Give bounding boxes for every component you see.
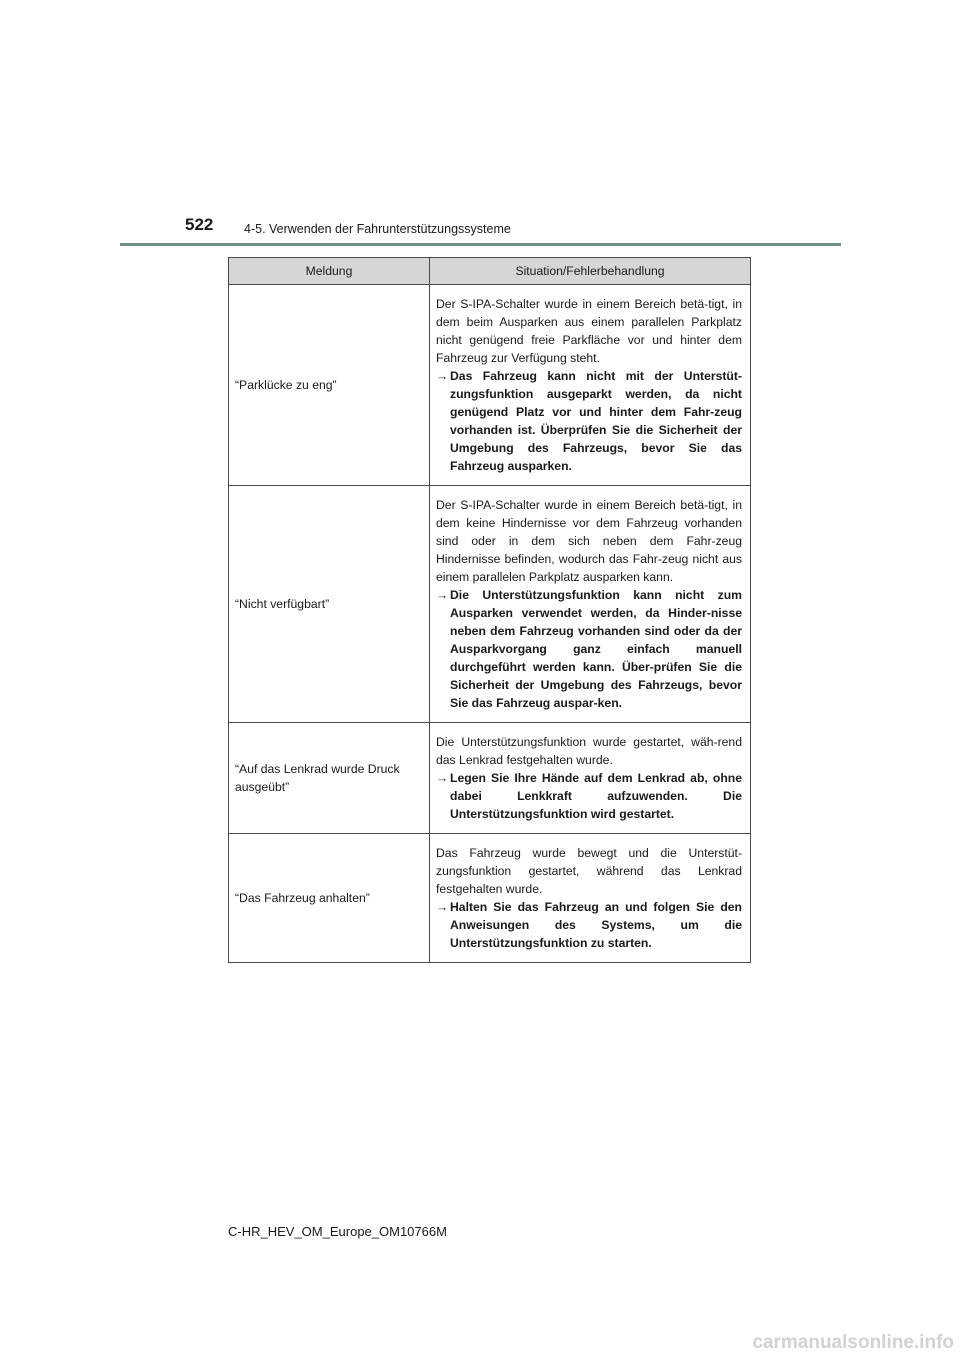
message-cell: “Parklücke zu eng” bbox=[229, 285, 430, 486]
message-cell: “Nicht verfügbart” bbox=[229, 486, 430, 723]
arrow-icon: → bbox=[436, 369, 449, 383]
action-text: Halten Sie das Fahrzeug an und folgen Sie den Anweisungen des Systems, um die Unterstützungsfunktion zu starten. bbox=[450, 900, 742, 950]
situation-cell bbox=[430, 723, 751, 834]
situation-text: Die Unterstützungsfunktion wurde gestartet, wäh-rend das Lenkrad festgehalten wurde. bbox=[436, 735, 742, 767]
action-text: Die Unterstützungsfunktion kann nicht zum Ausparken verwendet werden, da Hinder-nisse neben dem Fahrzeug vorhanden sind oder da der Ausparkvorgang ganz einfach manuell durchgeführt werden kann. Über-prüfen Sie die Sicherheit der Umgebung des Fahrzeugs, bevor Sie das Fahrzeug auspar-ken. bbox=[450, 588, 742, 710]
action-text: Das Fahrzeug kann nicht mit der Unterstüt-zungsfunktion ausgeparkt werden, da nicht genügend Platz vor und hinter dem Fahr-zeug vorhanden ist. Überprüfen Sie die Sicherheit der Umgebung des Fahrzeugs, bevor Sie das Fahrzeug ausparken. bbox=[450, 369, 742, 473]
arrow-icon: → bbox=[436, 588, 449, 602]
situation-cell bbox=[430, 486, 751, 723]
situation-text: Das Fahrzeug wurde bewegt und die Unterstüt-zungsfunktion gestartet, während das Lenkrad festgehalten wurde. bbox=[436, 846, 742, 896]
situation-text: Der S-IPA-Schalter wurde in einem Bereich betä-tigt, in dem beim Ausparken aus einem parallelen Parkplatz nicht genügend freie Parkfläche vor und hinter dem Fahrzeug zur Verfügung steht. bbox=[436, 297, 742, 365]
arrow-icon: → bbox=[436, 771, 449, 785]
action-item bbox=[436, 586, 742, 712]
watermark: carmanualsonline.info bbox=[752, 1332, 954, 1353]
message-cell: “Auf das Lenkrad wurde Druck ausgeübt” bbox=[229, 723, 430, 834]
situation-cell bbox=[430, 834, 751, 963]
section-title: 4-5. Verwenden der Fahrunterstützungssysteme bbox=[244, 222, 511, 236]
table-row bbox=[229, 486, 751, 723]
page-number: 522 bbox=[185, 215, 214, 234]
column-header-situation: Situation/Fehlerbehandlung bbox=[430, 258, 751, 285]
document-code: C-HR_HEV_OM_Europe_OM10766M bbox=[228, 1224, 447, 1239]
message-cell: “Das Fahrzeug anhalten” bbox=[229, 834, 430, 963]
arrow-icon: → bbox=[436, 900, 449, 914]
message-table bbox=[228, 257, 751, 963]
action-item bbox=[436, 367, 742, 475]
action-item bbox=[436, 898, 742, 952]
table-row bbox=[229, 834, 751, 963]
action-text: Legen Sie Ihre Hände auf dem Lenkrad ab, ohne dabei Lenkkraft aufzuwenden. Die Unterstützungsfunktion wird gestartet. bbox=[450, 771, 742, 821]
column-header-meldung: Meldung bbox=[229, 258, 430, 285]
situation-cell bbox=[430, 285, 751, 486]
action-item bbox=[436, 769, 742, 823]
table-header-row bbox=[229, 258, 751, 285]
header-rule bbox=[120, 243, 841, 246]
situation-text: Der S-IPA-Schalter wurde in einem Bereich betä-tigt, in dem keine Hindernisse vor dem Fahrzeug vorhanden sind oder in dem sich neben dem Fahr-zeug Hindernisse befinden, wodurch das Fahr-zeug nicht aus einem parallelen Parkplatz ausparken kann. bbox=[436, 498, 742, 584]
table-row bbox=[229, 285, 751, 486]
table-row bbox=[229, 723, 751, 834]
